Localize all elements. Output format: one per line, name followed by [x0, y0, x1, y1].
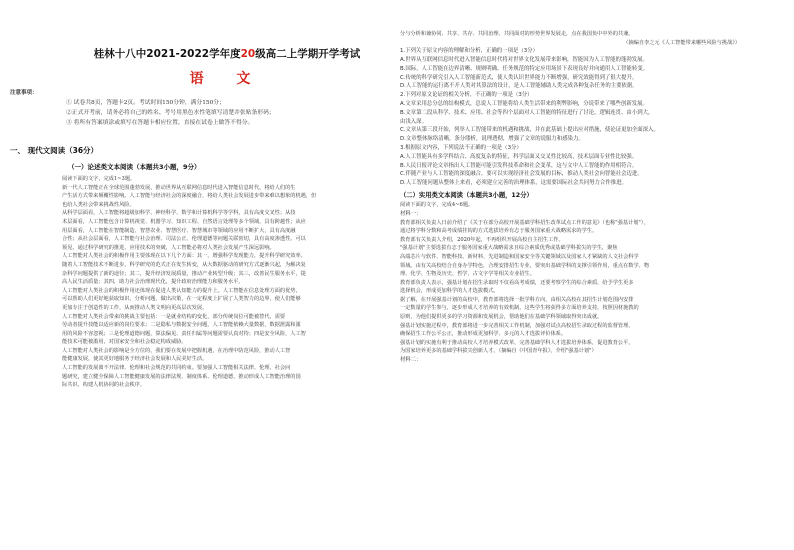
passage-line: 阅读下面的文字，完成4~6题。 [400, 201, 474, 208]
passage-line: 从科学层面看，人工智能将超级加科学、神经科学、数学和计算机科学等学科，具有高度交叉性；从技 [62, 210, 296, 217]
passage-line: 人工智能对人类社会的影响是全方位的，我们要在发展中把握机遇，在治理中防范风险，推动人工智 [62, 347, 291, 354]
question-option: 由浅入深。 [400, 118, 427, 125]
notice-item: ① 试卷共8页，答题卡2页。考试时间150分钟，满分150分； [66, 100, 225, 106]
subject-title: 语 文 [189, 71, 265, 87]
passage-line: 据了解，在开展强基计划的高校中，教育部将选择一批学科方向，由相关高校在其招生计划范围内安排 [400, 296, 634, 303]
question-option: A.人工智能具有多学科结合、高度复杂的特征，科学层面又交叉性比较高，技术层面专业性比较强。 [400, 153, 638, 160]
notice-item: ③ 将所有答案填涂或填写在答题卡相应位置，直接在试卷上做答不得分。 [66, 120, 254, 126]
passage-line: 随着人工智能技术不断进步，科学研究的范式正在发生转变，从大数据驱动的研究方式逐渐兴起，为解决复 [62, 261, 306, 268]
passage-line: 更加专注于创造性的工作，从而推动人类文明向更高层次发展。 [62, 304, 208, 311]
passage-line: "强基计划"主要选拔有志于服务国家重大战略需求且综合素质优秀或基础学科拔尖的学生，聚焦 [400, 245, 618, 252]
exam-title-grade: 20 [240, 48, 256, 60]
passage-line: 能技术可能被滥用，对国家安全和社会稳定构成威胁。 [62, 339, 187, 346]
exam-title-prefix: 桂林十八中2021-2022学年度 [93, 48, 241, 60]
exam-title-suffix: 级高二上学期开学考试 [255, 48, 361, 60]
notice-heading: 注意事项： [10, 90, 38, 96]
question-option: A.文章采用总分总的结构模式，总说人工智能将给人类生活带来的利弊影响，分说带来了哪些创新发展。 [400, 100, 648, 107]
question-stem: 2.下列对原文论证的相关分析，不正确的一项是（3分） [400, 92, 533, 99]
passage-line: 人工智能对人类社会带来的挑战主要包括：一是就业结构的变化，部分传统岗位可能被替代，需要 [62, 313, 286, 320]
passage-line: 杂科学问题提供了新的途径；其二，提升经济发展质量，推动产业转型升级；其三，改善民生服务水平，提 [62, 270, 306, 277]
passage-line: 人工智能对人类社会的积极作用还体现在促进人类认知能力的提升上。人工智能在信息处理方面的优势， [62, 287, 301, 294]
reading-passage [62, 175, 392, 390]
passage-line: 可以帮助人们更好地获取知识、分析问题、做出决策，在一定程度上扩展了人类智力的边界，使人们能够 [62, 296, 301, 303]
passage-line: 合性；从社会层面看，人工智能与社会治理、司法公正、伦理道德等问题关联密切，具有高度渗透性。可以 [62, 236, 306, 243]
question-option: C.伴随产业与人工智能的深度融合，要可以实现经济社会发展的目标，推动人类社会向智能社会迈进。 [400, 171, 643, 178]
passage-line: 原则，为他们提供更多的学习资源和发展机会，帮助他们在基础学科领域取得突出成就。 [400, 314, 603, 321]
question-option: B.人民日报评论文章指出人工智能可能引发科技革命和社会变革，这与文中人工智能的作用相符合。 [400, 162, 638, 169]
passage-source: （摘编自李之元《人工智能带来哪些风险与挑战》） [623, 39, 740, 46]
subsection-heading-2: （二）实用类文本阅读（本题共3小题，12分） [400, 191, 533, 199]
passage-line: 产生活方式带来颠覆性影响。人工智能与经济社会的深度融合，将给人类社会发展进步带来难以想象的机遇，但 [62, 193, 317, 200]
question-stem: 3.根据原文内容，下列说法不正确的一项是（3分） [400, 144, 522, 151]
passage-line: 强基计划的实施有利于推动高校人才培养模式改革，完善基础学科人才选拔培养体系，促进教育公平， [400, 339, 634, 346]
passage-line: 能健康发展，使其更好地服务于经济社会发展和人民美好生活。 [62, 356, 208, 363]
question-option: D.人工智能问题从整体上来看，必须建立完善的治理体系，这需要国际社会共同努力合作推进。 [400, 180, 627, 187]
passage-line: 教育部相关负责人日前介绍了《关于在部分高校开展基础学科招生改革试点工作的意见》（也称"强基计划"）， [400, 219, 649, 226]
subsection-heading: （一）论述类文本阅读（本题共3小题，9分） [68, 163, 201, 171]
passage-line: 人工智能的发展离不开法律、伦理和社会规范的共同约束。要加强人工智能相关法律、伦理、社会问 [62, 365, 291, 372]
exam-title [62, 46, 392, 61]
passage-line: 为国家培养更多的基础学科拔尖创新人才。（摘编自《中国青年报》，介绍"强基计划"） [400, 348, 597, 355]
passage-line: 教育部负责人表示，强基计划在招生录取时不仅看高考成绩，还要考察学生的综合素质，给予学生更多 [400, 279, 634, 286]
material-label: 材料一： [400, 210, 422, 217]
notice-item: ②正式开考前，请务必将自己的姓名、考号用黑色水性笔填写清楚并张贴条形码； [66, 110, 275, 116]
question-option: C.文章从第三段开始，列举人工智能带来的机遇和挑战，并在此基础上提出应对措施，使论证更加全面深入。 [400, 127, 659, 134]
material-label: 材料二： [400, 357, 422, 364]
passage-line: 强基计划实施过程中，教育部将进一步完善相关工作机制，加强对试点高校招生录取过程的监督管理， [400, 322, 634, 329]
passage-line: 理、化学、生物及历史、哲学、古文字学等相关专业招生。 [400, 271, 535, 278]
passage-line: 领域。由有关高校结合自身办学特色，合理安排招生专业，要突出基础学科的支撑引领作用，重点在数学、物 [400, 262, 650, 269]
passage-line: 际共识，构建人机协同的社会秩序。 [62, 382, 146, 389]
question-option: D.文章整体脉络清晰，条分缕析，说理透彻，增强了文章的说服力和感染力。 [400, 136, 584, 143]
passage-line: 劳动者提升技能以适应新的岗位要求；二是隐私与数据安全问题，人工智能依赖大量数据，数据泄露和滥 [62, 322, 301, 329]
passage-line: 预见，通过科学研究的推进、应用技术的突破，人工智能必将对人类社会发展产生深远影响。 [62, 244, 275, 251]
question-stem: 1.下列关于原文内容的理解和分析，正确的一项是（3分） [400, 48, 538, 55]
notice-list [66, 98, 392, 128]
question-option: D.人工智能的运行离不开人类对其算法的设计，是人工智能辅助人类完成各种复杂任务的主要依据。 [400, 83, 638, 90]
passage-line: 教育部有关负责人介绍，2020年起，不再组织开展高校自主招生工作。 [400, 236, 564, 243]
question-option: B.文章第二段从科学、技术、应用、社会等四个层面对人工智能的特征进行了讨论，逻辑连贯、由小到大， [400, 109, 654, 116]
passage-line: 一定数量的学生参与，逐步形成人才培养的有效机制。这些学生将获得多方面培养支持，按照因材施教的 [400, 305, 639, 312]
passage-line: 用层面看，人工智能在智能制造、智慧农业、智慧医疗、智慧城市等领域的应用不断扩大，具有高度融 [62, 227, 296, 234]
section-heading: 一、 现代文阅读（36分） [10, 146, 99, 155]
left-column [10, 0, 392, 550]
passage-line: 通过将学科分数和高考成绩挂钩的方式选拔培养有志于服务国家重大战略需求的学生。 [400, 228, 598, 235]
question-option: C.传统的科学研究引入人工智能新范式，使人类认识世界能力不断增强，研究效能得到了很大提升。 [400, 74, 638, 81]
right-column [400, 0, 740, 550]
questions-and-passage [400, 30, 740, 365]
passage-line: 选择机会，形成更加科学的人才选拔模式。 [400, 288, 499, 295]
passage-tail-line: 分与分析和兼协同、共享、共存、共同治理、共同面对的形势世界发展走，点在我国负中中外的共兼。 [400, 31, 634, 37]
passage-line: 题研究，建立健全保障人工智能健康发展的法律法规、制度体系、伦理道德，推动形成人工智能治理的国 [62, 373, 301, 380]
question-option: B.国际，人工智能在边界清晰、规则明确、任务规范的特定应用场景下表现良好并向通用人工智能转变。 [400, 65, 648, 72]
passage-line: 阅读下面的文字，完成1~3题。 [62, 176, 136, 182]
passage-line: 也给人类社会带来挑战性风险。 [62, 201, 135, 208]
passage-line: 用的风险不容忽视；三是伦理道德问题，算法偏见、责任归属等问题需要认真对待；四是安全风险，人工智 [62, 330, 306, 337]
passage-line: 新一代人工智能正在全球范围蓬勃发展，推动世界从互联网信息时代进入智能信息时代，将给人们的生 [62, 184, 296, 191]
passage-line: 高人民生活质量；其四，助力社会治理现代化，提升政府治理能力和服务水平。 [62, 279, 244, 286]
passage-line: 高端芯片与软件、智能科技、新材料、先进制造和国家安全等关键领域以及国家人才紧缺的人文社会科学 [400, 253, 639, 260]
passage-line: 人工智能对人类社会的积极作用主要体现在以下几个方面：其一，增强科学发现能力，提升科学研究效率。 [62, 253, 306, 260]
question-option: A.世界从互联网信息时代进入智能信息时代将对世界文化发展带来影响，智能因为人工智能的蓬勃发展。 [400, 56, 648, 63]
passage-line: 确保招生工作公平公正，推动形成更加科学、多元的人才选拔评价体系。 [400, 331, 567, 338]
passage-line: 术层面看，人工智能包含计算机视觉、机器学习、知识工程、自然语言处理等多个领域，具有跨越性；从应 [62, 218, 306, 225]
